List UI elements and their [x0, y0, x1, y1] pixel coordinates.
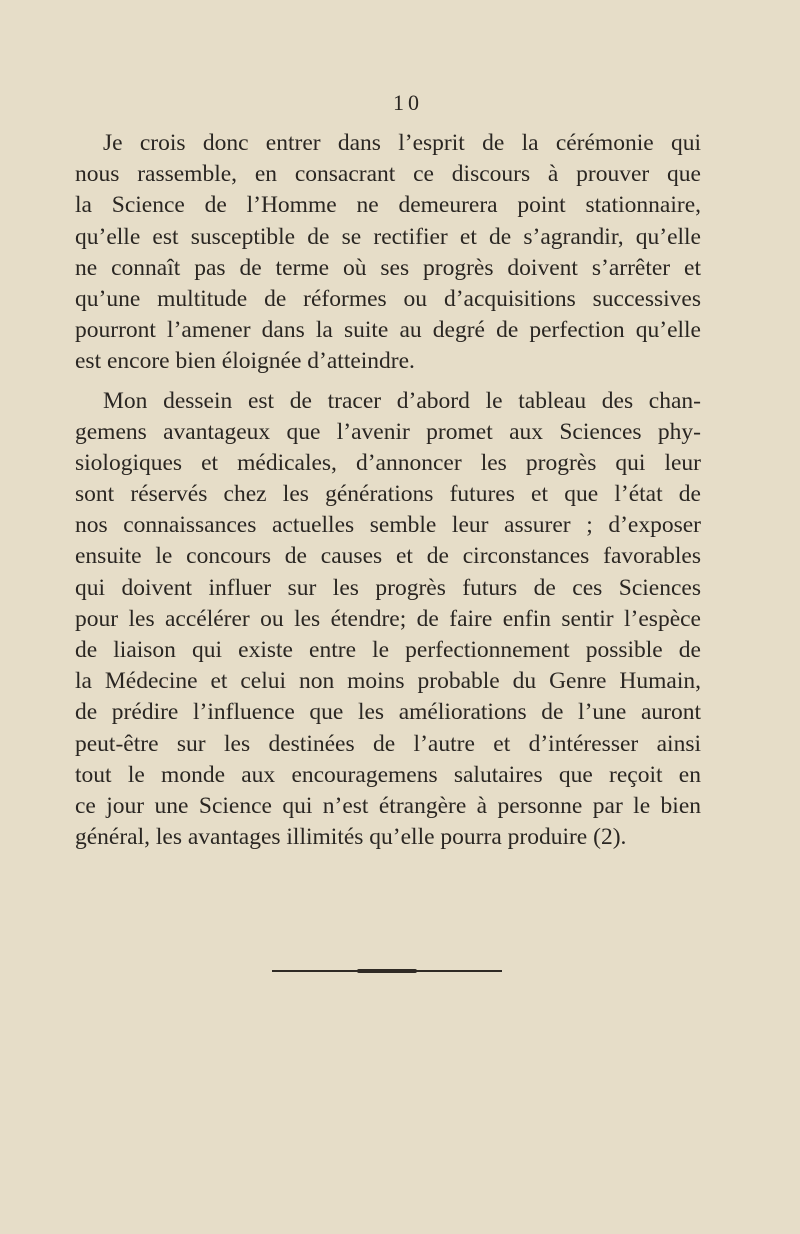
text-line: sont réservés chez les générations futures et que l’état de [75, 481, 701, 508]
text-line: nos connaissances actuelles semble leur assurer ; d’exposer [75, 512, 701, 539]
page-number: 10 [393, 90, 423, 115]
text-line: Mon dessein est de tracer d’abord le tableau des chan- [103, 387, 701, 414]
text-line: pour les accélérer ou les étendre; de faire enfin sentir l’espèce [75, 605, 701, 632]
text-line: Je crois donc entrer dans l’esprit de la cérémonie qui [103, 130, 701, 156]
text-line: ne connaît pas de terme où ses progrès doivent s’arrêter et [75, 254, 701, 281]
text-line: est encore bien éloignée d’atteindre. [75, 348, 415, 375]
text-line: nous rassemble, en consacrant ce discours à prouver que [75, 161, 701, 188]
text-line: de liaison qui existe entre le perfectionnement possible de [75, 637, 701, 663]
text-line: qu’elle est susceptible de se rectifier et de s’agrandir, qu’elle [75, 223, 701, 250]
text-line: ensuite le concours de causes et de circonstances favorables [75, 543, 701, 570]
ornamental-rule [272, 970, 502, 972]
text-line: ce jour une Science qui n’est étrangère à personne par le bien [75, 792, 701, 819]
body-text [75, 128, 701, 853]
text-line: gemens avantageux que l’avenir promet aux Sciences phy- [75, 418, 701, 445]
paragraph-2 [75, 386, 701, 854]
text-line: de prédire l’influence que les améliorations de l’une auront [75, 699, 701, 726]
text-line: qu’une multitude de réformes ou d’acquisitions successives [75, 285, 701, 312]
text-line: tout le monde aux encouragemens salutaires que reçoit en [75, 761, 701, 788]
text-line: qui doivent influer sur les progrès futurs de ces Sciences [75, 574, 701, 601]
text-line: général, les avantages illimités qu’elle pourra produire (2). [75, 824, 627, 851]
text-line: pourront l’amener dans la suite au degré de perfection qu’elle [75, 317, 701, 344]
text-line: peut-être sur les destinées de l’autre et d’intéresser ainsi [75, 730, 701, 757]
text-line: siologiques et médicales, d’annoncer les progrès qui leur [75, 449, 701, 476]
text-line: la Médecine et celui non moins probable du Genre Humain, [75, 668, 701, 695]
text-line: la Science de l’Homme ne demeurera point stationnaire, [75, 192, 701, 219]
paragraph-1 [75, 128, 701, 378]
